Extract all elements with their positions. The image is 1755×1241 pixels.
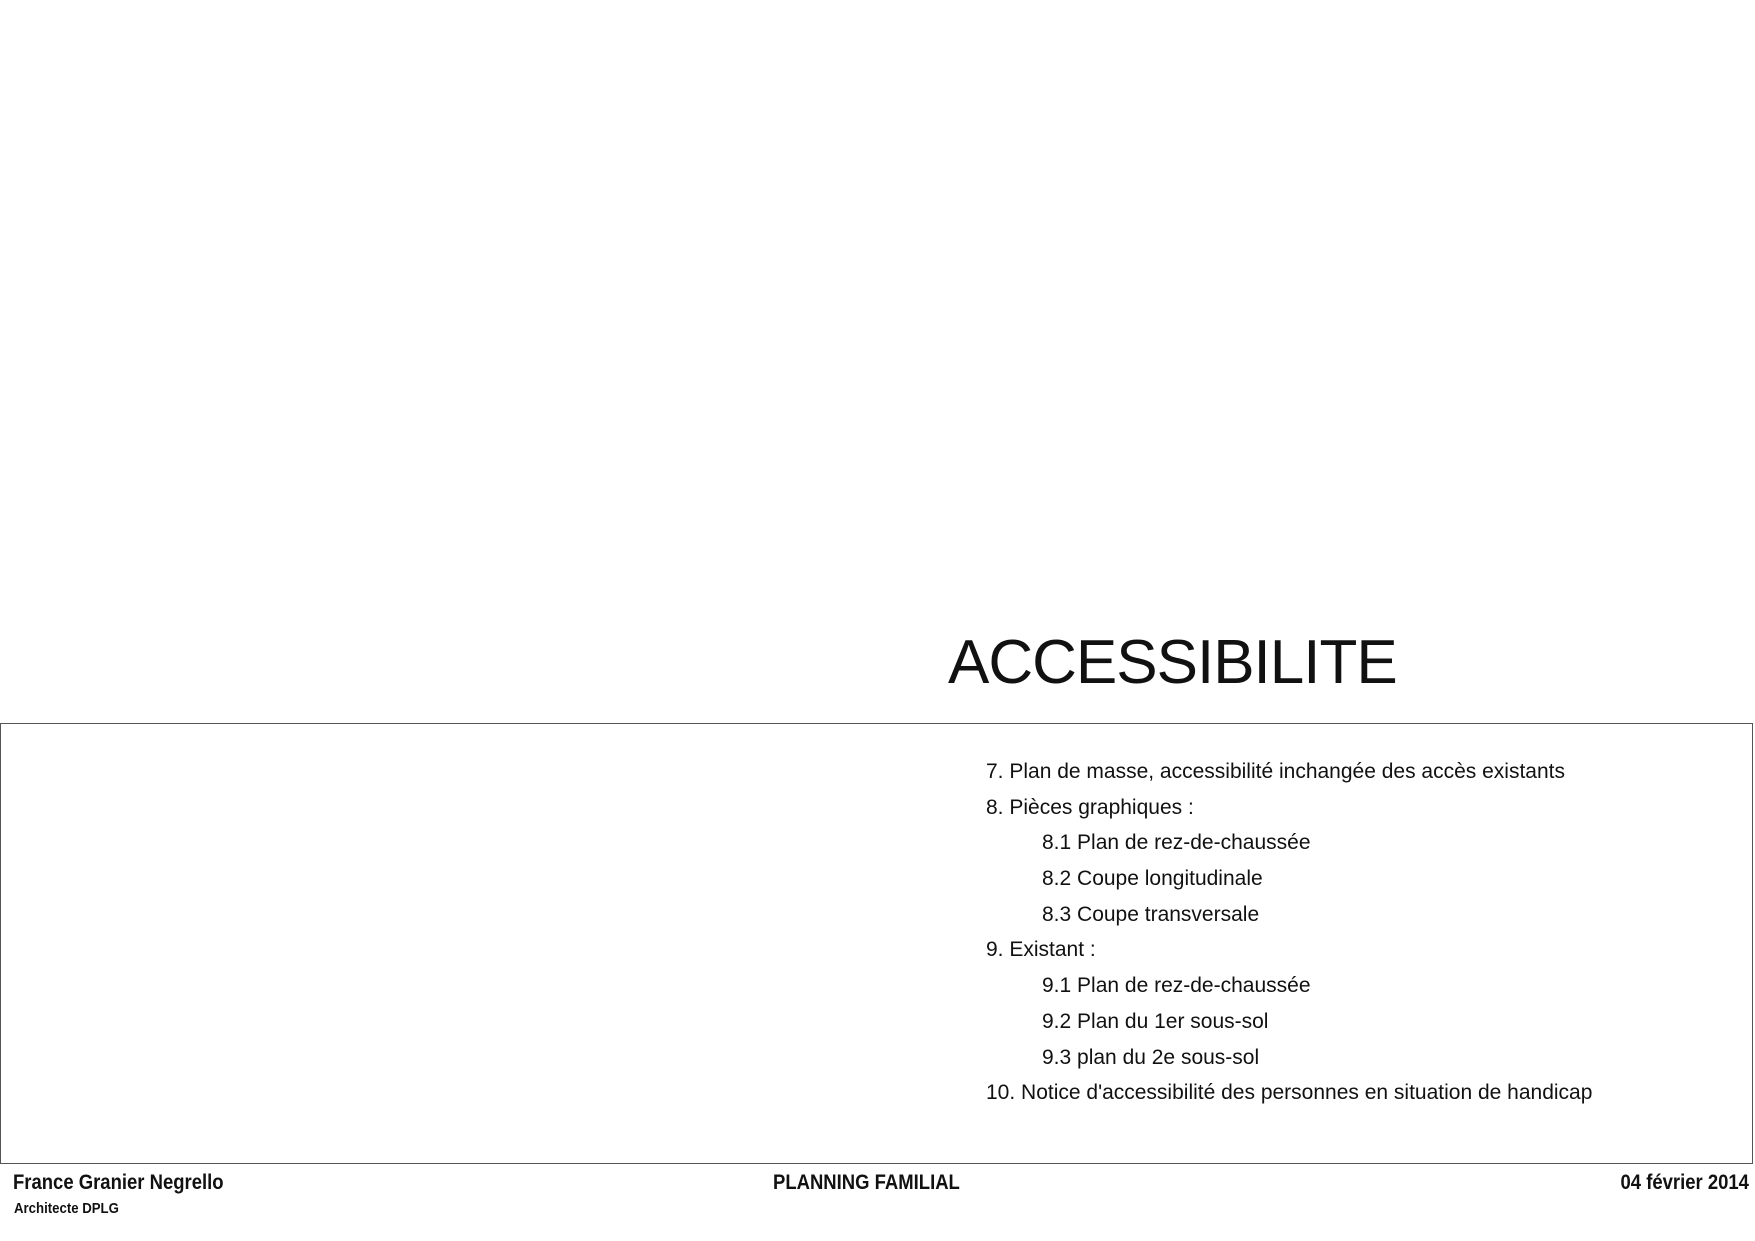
table-of-contents	[986, 754, 1592, 1111]
toc-subitem: 8.2 Coupe longitudinale	[1042, 867, 1263, 891]
footer-date: 04 février 2014	[1620, 1171, 1749, 1194]
toc-item: 10. Notice d'accessibilité des personnes en situation de handicap	[986, 1081, 1593, 1105]
toc-subitem: 9.2 Plan du 1er sous-sol	[1042, 1009, 1269, 1033]
page-title: ACCESSIBILITE	[948, 628, 1397, 697]
toc-subitem: 9.3 plan du 2e sous-sol	[1042, 1045, 1260, 1069]
toc-item: 7. Plan de masse, accessibilité inchangée des accès existants	[986, 760, 1565, 783]
footer-author: France Granier Negrello	[13, 1171, 224, 1194]
toc-subitem: 8.3 Coupe transversale	[1042, 902, 1260, 926]
toc-subitem: 8.1 Plan de rez-de-chaussée	[1042, 831, 1311, 855]
toc-item: 9. Existant :	[986, 938, 1096, 962]
footer-author-title: Architecte DPLG	[14, 1200, 119, 1217]
toc-item: 8. Pièces graphiques :	[986, 795, 1194, 819]
footer-project: PLANNING FAMILIAL	[773, 1171, 960, 1194]
toc-subitem: 9.1 Plan de rez-de-chaussée	[1042, 974, 1311, 998]
